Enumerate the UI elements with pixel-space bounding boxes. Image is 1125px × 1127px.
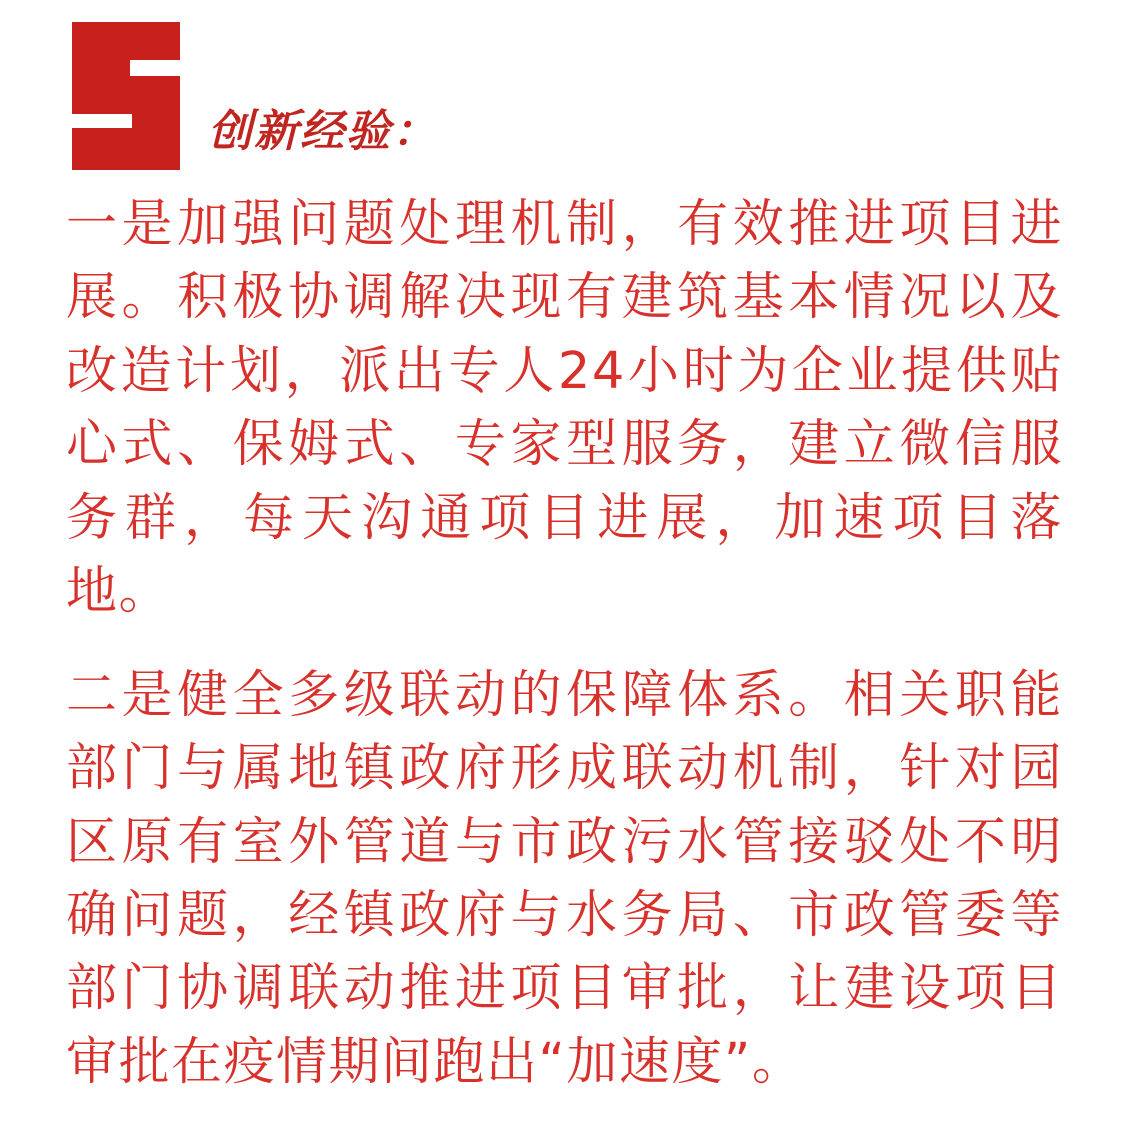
page-title: 创新经验： <box>208 106 438 157</box>
section-number-badge <box>68 20 186 170</box>
paragraph-1: 一是加强问题处理机制，有效推进项目进展。积极协调解决现有建筑基本情况以及改造计划，派出专人24小时为企业提供贴心式、保姆式、专家型服务，建立微信服务群，每天沟通项目进展，加速项目落地。 <box>66 195 1063 622</box>
body-content <box>0 170 1125 1099</box>
paragraph-2: 二是健全多级联动的保障体系。相关职能部门与属地镇政府形成联动机制，针对园区原有室外管道与市政污水管接驳处不明确问题，经镇政府与水务局、市政管委等部门协调联动推进项目审批，让建设项目审批在疫情期间跑出“加速度”。 <box>66 665 1063 1092</box>
section-header <box>0 0 1125 170</box>
numeral-three-icon <box>68 20 186 170</box>
